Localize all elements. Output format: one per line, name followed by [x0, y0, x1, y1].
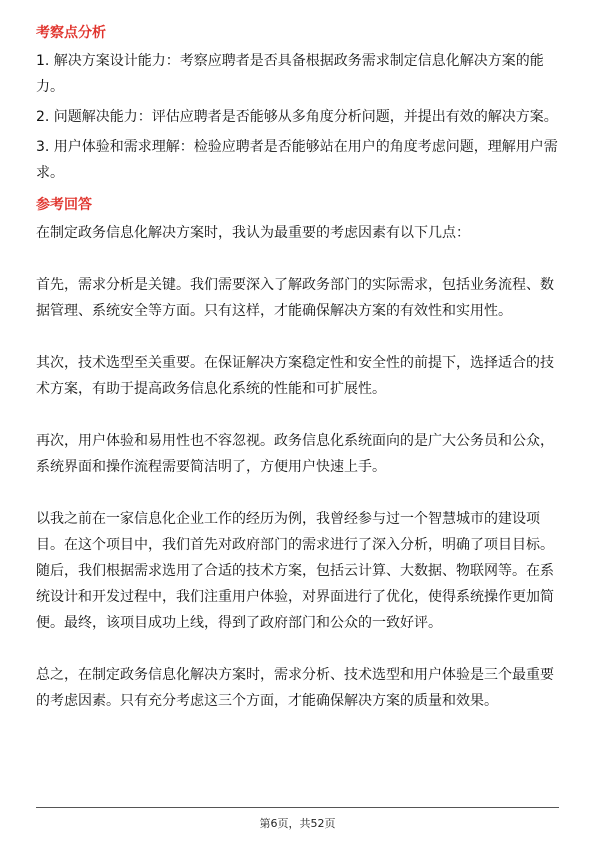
reference-answer-heading: 参考回答 — [36, 197, 92, 213]
answer-paragraph-intro: 在制定政务信息化解决方案时，我认为最重要的考虑因素有以下几点： — [36, 225, 470, 241]
answer-paragraph-summary: 总之，在制定政务信息化解决方案时，需求分析、技术选型和用户体验是三个最重要的考虑因素。只有充分考虑这三个方面，才能确保解决方案的质量和效果。 — [36, 667, 554, 709]
exam-points-heading: 考察点分析 — [36, 25, 106, 41]
footer-divider — [36, 807, 559, 808]
answer-paragraph-user-experience: 再次，用户体验和易用性也不容忽视。政务信息化系统面向的是广大公务员和公众，系统界面和操作流程需要简洁明了，方便用户快速上手。 — [36, 433, 554, 475]
exam-point-1: 1. 解决方案设计能力：考察应聘者是否具备根据政务需求制定信息化解决方案的能力。 — [36, 53, 544, 95]
answer-paragraph-requirements: 首先，需求分析是关键。我们需要深入了解政务部门的实际需求，包括业务流程、数据管理、系统安全等方面。只有这样，才能确保解决方案的有效性和实用性。 — [36, 277, 554, 319]
exam-point-2: 2. 问题解决能力：评估应聘者是否能够从多角度分析问题，并提出有效的解决方案。 — [36, 109, 558, 125]
document-page — [36, 22, 564, 714]
exam-point-3: 3. 用户体验和需求理解：检验应聘者是否能够站在用户的角度考虑问题，理解用户需求。 — [36, 139, 558, 181]
answer-paragraph-example: 以我之前在一家信息化企业工作的经历为例，我曾经参与过一个智慧城市的建设项目。在这个项目中，我们首先对政府部门的需求进行了深入分析，明确了项目目标。随后，我们根据需求选用了合适的技术方案，包括云计算、大数据、物联网等。在系统设计和开发过程中，我们注重用户体验，对界面进行了优化，使得系统操作更加简便。最终，该项目成功上线，得到了政府部门和公众的一致好评。 — [36, 511, 554, 631]
page-number: 第6页，共52页 — [259, 817, 336, 830]
answer-paragraph-technology: 其次，技术选型至关重要。在保证解决方案稳定性和安全性的前提下，选择适合的技术方案，有助于提高政务信息化系统的性能和可扩展性。 — [36, 355, 554, 397]
